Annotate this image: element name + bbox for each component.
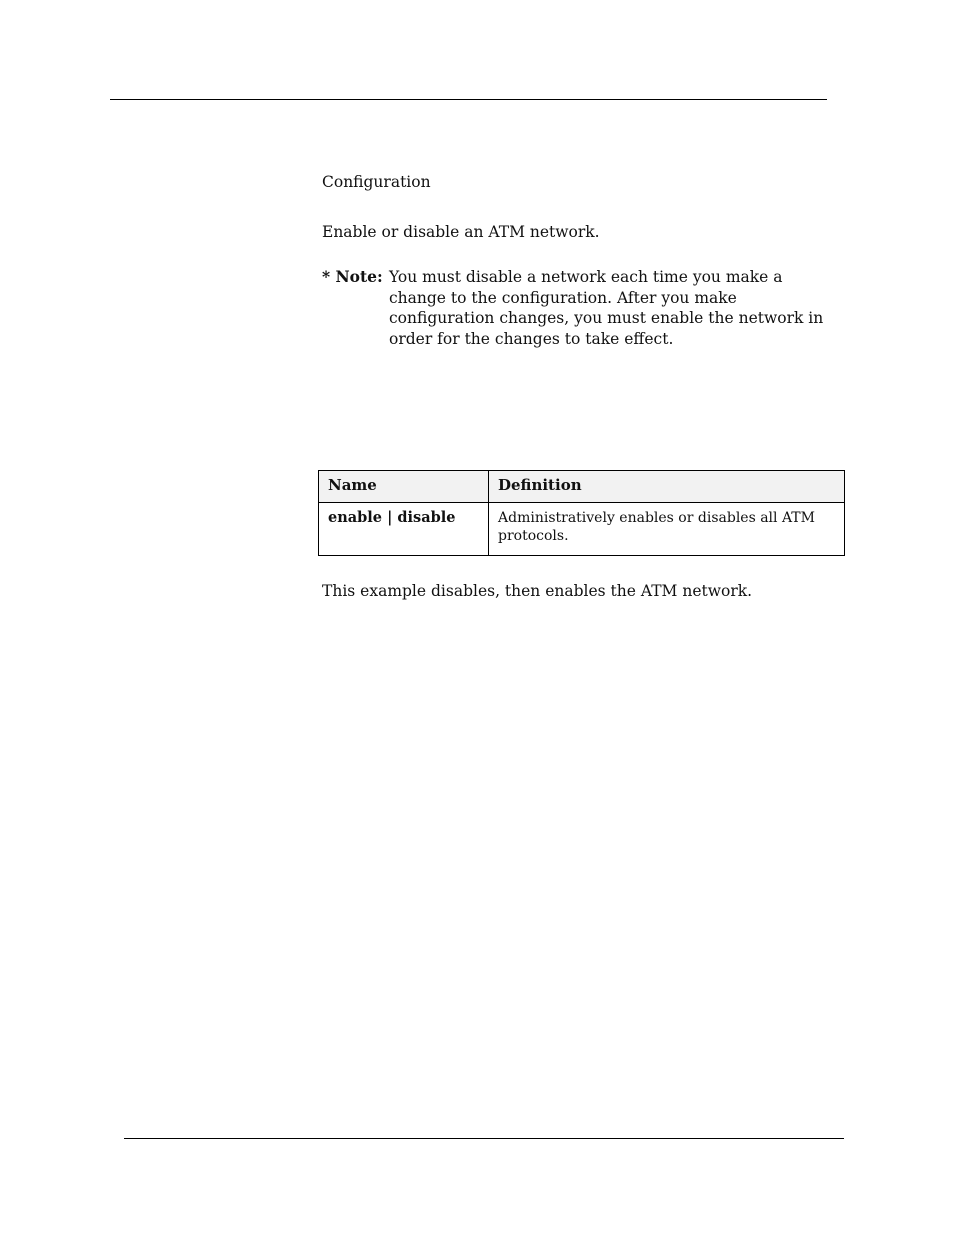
column-header-definition: Definition (489, 471, 845, 503)
column-header-name: Name (319, 471, 489, 503)
example-intro: This example disables, then enables the ATM network. (322, 582, 753, 600)
note-line: You must disable a network each time you make a (389, 268, 783, 286)
parameter-table (318, 470, 845, 556)
table-header-row (319, 471, 845, 503)
command-description: Enable or disable an ATM network. (322, 223, 600, 241)
note-line: configuration changes, you must enable the network in (389, 309, 824, 327)
parameter-name: enable | disable (319, 503, 489, 556)
note-text (389, 267, 824, 349)
command-mode: Configuration (322, 173, 431, 191)
note-line: change to the configuration. After you make (389, 288, 737, 307)
note-label: * Note: (322, 267, 383, 286)
parameter-definition: Administratively enables or disables all ATM protocols. (489, 503, 845, 556)
note-line: order for the changes to take effect. (389, 329, 674, 348)
table-row (319, 503, 845, 556)
header-rule (110, 99, 827, 100)
footer-rule (124, 1138, 844, 1139)
